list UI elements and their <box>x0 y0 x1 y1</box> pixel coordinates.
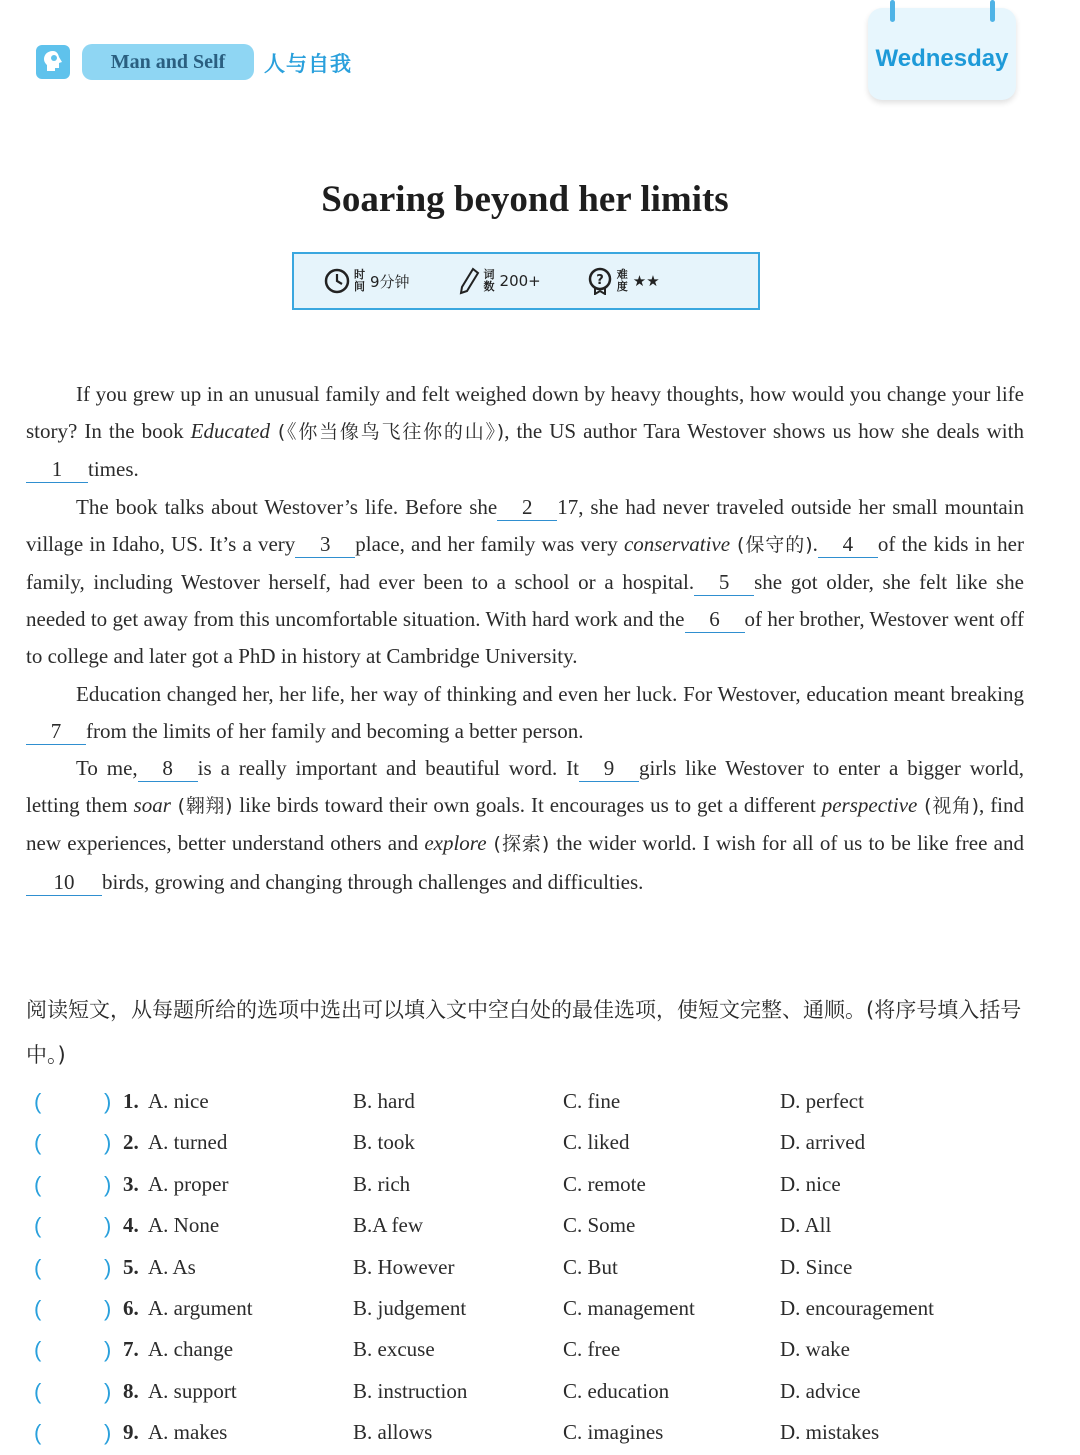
question-number: 9. <box>123 1420 139 1445</box>
question-row <box>0 1083 1080 1124</box>
answer-paren-open[interactable]: ( <box>34 1254 42 1280</box>
answer-paren-close[interactable]: ) <box>104 1254 112 1280</box>
instruction: 阅读短文，从每题所给的选项中选出可以填入文中空白处的最佳选项，使短文完整、通顺。(将序号填入括号中。) <box>26 998 1022 1067</box>
blank-4: 4 <box>818 531 878 558</box>
option-c: C. free <box>563 1337 621 1362</box>
option-d: D. arrived <box>780 1130 866 1155</box>
glossed-word: conservative <box>623 531 731 556</box>
option-b: B. allows <box>353 1420 433 1445</box>
option-d: D. wake <box>780 1337 850 1362</box>
answer-paren-close[interactable]: ) <box>104 1378 112 1404</box>
option-a: A. support <box>148 1378 237 1403</box>
option-a: A. nice <box>148 1089 209 1113</box>
option-b: B. hard <box>353 1089 415 1113</box>
text: The book talks about Westover’s life. Before she <box>76 494 498 519</box>
option-c: C. remote <box>563 1171 646 1196</box>
text: , find new experiences, better understand others and <box>26 793 1025 856</box>
answer-paren-open[interactable]: ( <box>34 1296 42 1321</box>
glossed-word: soar <box>133 793 171 818</box>
blank-3: 3 <box>295 531 355 558</box>
text: from the limits of her family and becoming a better person. <box>86 718 584 743</box>
difficulty-value: ★★ <box>632 272 660 290</box>
paragraph-1 <box>26 376 1024 489</box>
option-b: B. rich <box>353 1171 411 1196</box>
answer-paren-close[interactable]: ) <box>104 1213 112 1239</box>
option-b: B. However <box>353 1254 455 1279</box>
answer-paren-close[interactable]: ) <box>104 1420 112 1446</box>
unit-cn-label: 人与自我 <box>264 52 352 76</box>
question-number: 7. <box>123 1337 139 1362</box>
text: of her brother, Westover went off to college and later got a PhD in history at Cambridge University. <box>26 607 1024 669</box>
answer-paren-close[interactable]: ) <box>104 1296 112 1321</box>
answer-paren-close[interactable]: ) <box>104 1171 112 1197</box>
question-row <box>0 1249 1080 1290</box>
text: , the US author Tara Westover shows us how she deals with <box>504 419 1024 444</box>
text: times. <box>88 457 139 482</box>
question-row <box>0 1124 1080 1165</box>
option-d: D. advice <box>780 1378 861 1403</box>
difficulty-icon <box>587 267 613 295</box>
option-c: C. liked <box>563 1130 630 1155</box>
option-d: D. mistakes <box>780 1420 880 1445</box>
text: birds, growing and changing through challenges and difficulties. <box>102 869 644 894</box>
calendar-icon <box>868 8 1016 100</box>
day-label: Wednesday <box>875 45 1009 72</box>
text: To me, <box>76 756 138 781</box>
book-title: Educated <box>190 419 270 444</box>
text: place, and her family was very <box>355 531 624 556</box>
blank-1: 1 <box>26 456 88 483</box>
text: the wider world. I wish for all of us to be like free and <box>556 831 1024 856</box>
question-row <box>0 1166 1080 1207</box>
question-number: 6. <box>123 1296 139 1320</box>
text: Education changed her, her life, her way of thinking and even her luck. For Westover, education meant breaking <box>76 681 1024 706</box>
option-b: B. took <box>353 1130 415 1155</box>
words-info <box>458 267 541 295</box>
option-d: D. encouragement <box>780 1296 934 1320</box>
glossed-word: perspective <box>821 793 918 818</box>
option-d: D. Since <box>780 1254 853 1279</box>
answer-paren-open[interactable]: ( <box>34 1213 42 1239</box>
question-row <box>0 1414 1080 1455</box>
gloss: (探索) <box>486 833 557 856</box>
option-a: A. As <box>148 1254 196 1279</box>
option-a: A. proper <box>148 1171 229 1196</box>
text: is a really important and beautiful word. It <box>197 756 579 781</box>
text: like birds toward their own goals. It encourages us to get a different <box>239 793 822 818</box>
answer-paren-open[interactable]: ( <box>34 1420 42 1446</box>
question-row <box>0 1290 1080 1331</box>
blank-5: 5 <box>694 569 754 596</box>
clock-icon <box>324 268 350 294</box>
unit-label: Man and Self <box>82 44 254 80</box>
answer-paren-open[interactable]: ( <box>34 1130 42 1156</box>
blank-10: 10 <box>26 869 102 896</box>
blank-6: 6 <box>685 606 745 633</box>
time-value: 9分钟 <box>370 272 410 291</box>
option-c: C. But <box>563 1254 618 1279</box>
option-a: A. turned <box>148 1130 228 1155</box>
words-label: 词数 <box>483 268 495 293</box>
calendar-ring-right <box>990 0 995 22</box>
text: 17, she had never traveled outside her small mountain village in Idaho, US. It’s a very <box>26 494 1024 556</box>
option-a: A. makes <box>148 1420 228 1445</box>
difficulty-label: 难度 <box>616 268 628 293</box>
answer-paren-close[interactable]: ) <box>104 1337 112 1363</box>
difficulty-info <box>587 267 660 295</box>
blank-2: 2 <box>497 494 557 521</box>
option-c: C. education <box>563 1378 670 1403</box>
question-row <box>0 1207 1080 1248</box>
question-number: 1. <box>123 1089 139 1113</box>
text: If you grew up in an unusual family and felt weighed down by heavy thoughts, how would you change your life story? In the book <box>26 382 1024 444</box>
calendar-ring-left <box>890 0 895 22</box>
reading-info-box <box>292 252 760 310</box>
option-c: C. management <box>563 1296 695 1320</box>
text: she got older, she felt like she needed to get away from this uncomfortable situation. With hard work and the <box>26 570 1024 632</box>
answer-paren-close[interactable]: ) <box>104 1089 112 1114</box>
question-number: 4. <box>123 1213 139 1238</box>
option-a: A. None <box>148 1213 220 1238</box>
pencil-icon <box>458 267 480 295</box>
blank-7: 7 <box>26 718 86 745</box>
option-b: B. judgement <box>353 1296 467 1320</box>
gloss: (翱翔) <box>170 795 240 818</box>
passage <box>26 376 1024 901</box>
text: of the kids in her family, including Westover herself, had ever been to a school or a hospital. <box>26 531 1024 595</box>
gloss: (保守的) <box>730 533 813 556</box>
question-number: 3. <box>123 1171 139 1196</box>
question-number: 5. <box>123 1254 139 1279</box>
answer-paren-open[interactable]: ( <box>34 1089 42 1114</box>
option-d: D. perfect <box>780 1089 864 1113</box>
svg-text:?: ? <box>595 273 604 288</box>
answer-paren-open[interactable]: ( <box>34 1171 42 1197</box>
option-d: D. nice <box>780 1171 841 1196</box>
answer-paren-open[interactable]: ( <box>34 1378 42 1404</box>
answer-paren-close[interactable]: ) <box>104 1130 112 1156</box>
time-info <box>324 268 410 294</box>
paragraph-2 <box>26 489 1024 676</box>
option-d: D. All <box>780 1213 832 1238</box>
option-b: B.A few <box>353 1213 423 1238</box>
head-icon <box>36 45 70 79</box>
option-a: A. change <box>148 1337 234 1362</box>
paragraph-4 <box>26 750 1024 901</box>
text: . <box>812 531 818 556</box>
option-b: B. instruction <box>353 1378 468 1403</box>
blank-8: 8 <box>138 755 198 782</box>
question-row <box>0 1331 1080 1372</box>
answer-paren-open[interactable]: ( <box>34 1337 42 1363</box>
time-label: 时间 <box>354 268 365 293</box>
gloss: (视角) <box>917 795 979 818</box>
glossed-word: explore <box>424 831 487 856</box>
question-row <box>0 1373 1080 1414</box>
option-c: C. Some <box>563 1213 636 1238</box>
question-number: 2. <box>123 1130 139 1155</box>
words-value: 200+ <box>499 272 541 290</box>
text: girls like Westover to enter a bigger world, letting them <box>26 756 1024 818</box>
page-title: Soaring beyond her limits <box>321 179 729 220</box>
blank-9: 9 <box>579 755 639 782</box>
paragraph-3 <box>26 676 1024 750</box>
question-number: 8. <box>123 1378 139 1403</box>
option-b: B. excuse <box>353 1337 435 1362</box>
option-c: C. imagines <box>563 1420 664 1445</box>
option-c: C. fine <box>563 1089 621 1113</box>
option-a: A. argument <box>148 1296 253 1320</box>
book-cn-title: (《你当像鸟飞往你的山》) <box>269 421 505 444</box>
